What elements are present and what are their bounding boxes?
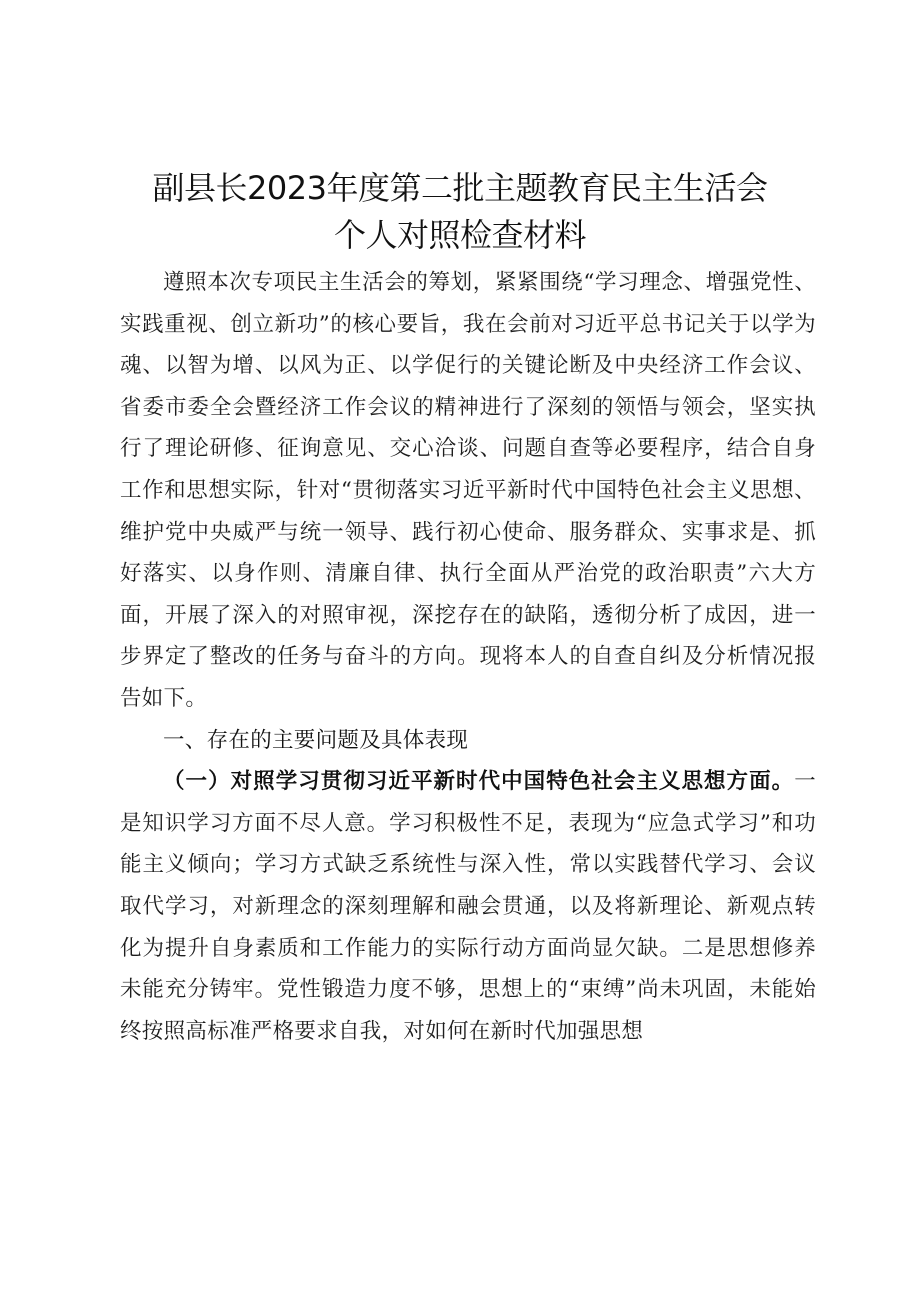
intro-paragraph: 遵照本次专项民主生活会的筹划，紧紧围绕“学习理念、增强党性、实践重视、创立新功”的核心要旨，我在会前对习近平总书记关于以学为魂、以智为增、以风为正、以学促行的关键论断及中央经济工作会议、省委市委全会暨经济工作会议的精神进行了深刻的领悟与领会，坚实执行了理论研修、征询意见、交心洽谈、问题自查等必要程序，结合自身工作和思想实际，针对“贯彻落实习近平新时代中国特色社会主义思想、维护党中央威严与统一领导、践行初心使命、服务群众、实事求是、抓好落实、以身作则、清廉自律、执行全面从严治党的政治职责”六大方面，开展了深入的对照审视，深挖存在的缺陷，透彻分析了成因，进一步界定了整改的任务与奋斗的方向。现将本人的自查自纠及分析情况报告如下。 <box>120 270 816 711</box>
subsection-paragraph <box>120 761 816 1052</box>
document-title-line-1: 副县长2023年度第二批主题教育民主生活会 <box>152 169 768 207</box>
subsection-lead: （一）对照学习贯彻习近平新时代中国特色社会主义思想方面。 <box>163 769 795 795</box>
document-body <box>120 262 816 1052</box>
section-heading: 一、存在的主要问题及具体表现 <box>163 727 469 753</box>
document-title-line-2: 个人对照检查材料 <box>333 216 586 254</box>
subsection-body: 一是知识学习方面不尽人意。学习积极性不足，表现为“应急式学习”和功能主义倾向；学习方式缺乏系统性与深入性，常以实践替代学习、会议取代学习，对新理念的深刻理解和融会贯通，以及将新理论、新观点转化为提升自身素质和工作能力的实际行动方面尚显欠缺。二是思想修养未能充分铸牢。党性锻造力度不够，思想上的“束缚”尚未巩固，未能始终按照高标准严格要求自我，对如何在新时代加强思想 <box>120 769 816 1044</box>
